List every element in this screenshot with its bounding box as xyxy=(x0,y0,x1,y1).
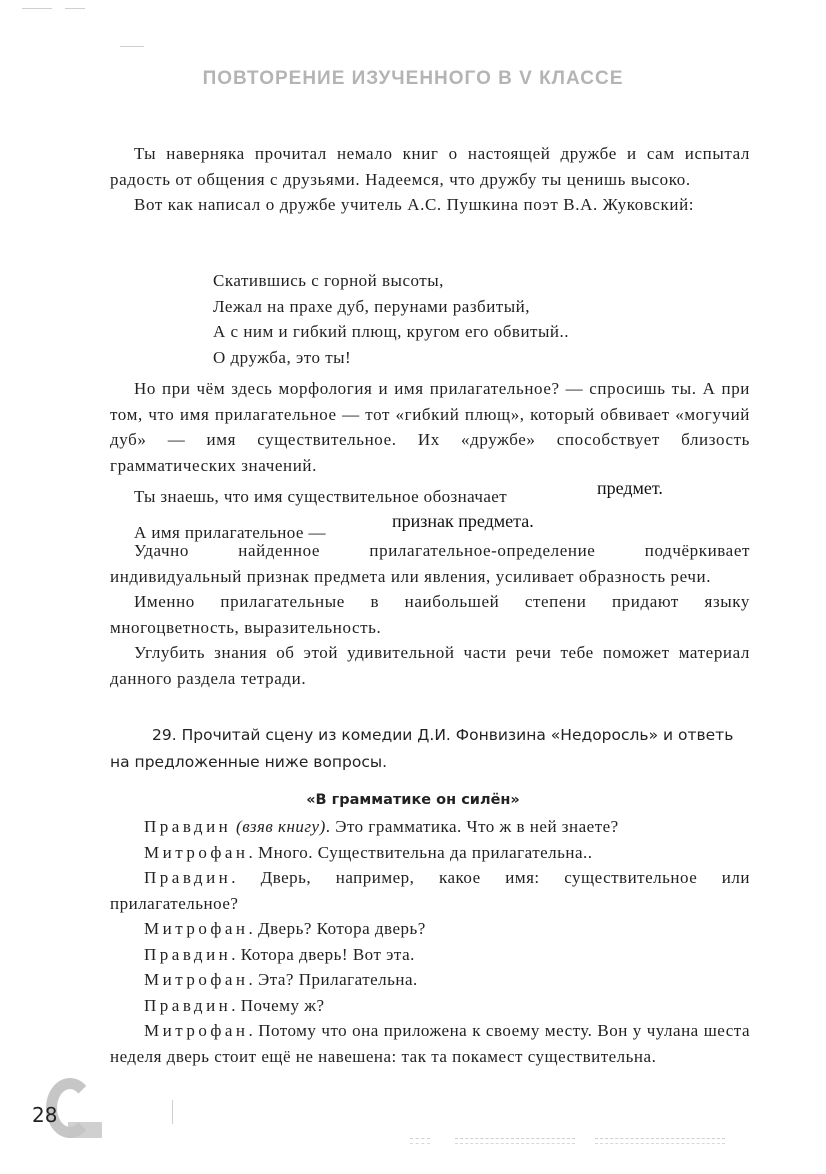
poem-line: А с ним и гибкий плющ, кругом его обвитый.. xyxy=(213,322,570,341)
fill-in-answer-adjective[interactable]: признак предмета. xyxy=(392,511,534,531)
speaker-name: Правдин xyxy=(144,944,232,964)
scan-speck xyxy=(22,8,52,9)
dialogue-text: . Потому что она приложена к своему месту. Вон у чулана шеста неделя дверь стоит ещё не навешена: так та покамест существительна. xyxy=(110,1021,750,1066)
dialogue-line xyxy=(110,942,750,968)
speaker-name: Митрофан xyxy=(144,842,249,862)
footer-dash-ornament xyxy=(455,1138,575,1144)
poem xyxy=(213,268,569,370)
speaker-name: Митрофан xyxy=(144,1021,249,1040)
poem-line: Скатившись с горной высоты, xyxy=(213,271,444,290)
scan-speck xyxy=(65,8,85,9)
scene-title: «В грамматике он силён» xyxy=(306,792,520,808)
dialogue xyxy=(110,814,750,1069)
dialogue-text: . Почему ж? xyxy=(231,995,325,1015)
intro-paragraph: Ты наверняка прочитал немало книг о настоящей дружбе и сам испытал радость от общения с друзьями. Надеемся, что дружбу ты ценишь высоко. xyxy=(110,144,750,189)
scan-speck xyxy=(172,1100,173,1124)
closing-paragraph: Удачно найденное прилагательное-определение подчёркивает индивидуальный признак предмета или явления, усиливает образность речи. xyxy=(110,541,750,586)
task-29 xyxy=(110,722,750,776)
speaker-name: Митрофан xyxy=(144,970,249,989)
dialogue-line xyxy=(110,916,750,942)
fill-in-answer-noun[interactable]: предмет. xyxy=(597,478,663,498)
dialogue-line xyxy=(110,840,750,866)
speaker-name: Правдин xyxy=(144,817,232,836)
decorative-bar xyxy=(68,1122,102,1138)
page-number: 28 xyxy=(32,1103,58,1127)
fill-in-prompt: А имя прилагательное — xyxy=(134,523,326,542)
footer-dash-ornament xyxy=(410,1138,430,1144)
running-head: ПОВТОРЕНИЕ ИЗУЧЕННОГО В V КЛАССЕ xyxy=(202,68,624,89)
intro-text xyxy=(110,141,750,218)
poem-line: О дружба, это ты! xyxy=(213,347,352,367)
intro-paragraph: Вот как написал о дружбе учитель А.С. Пушкина поэт В.А. Жуковский: xyxy=(134,195,695,214)
dialogue-text: . Котора дверь! Вот эта. xyxy=(231,944,415,964)
fill-in-prompt: Ты знаешь, что имя существительное обозначает xyxy=(134,487,508,506)
dialogue-line xyxy=(110,814,750,840)
task-text: Прочитай сцену из комедии Д.И. Фонвизина «Недоросль» и ответь на предложенные ниже вопросы. xyxy=(110,726,734,771)
scan-speck xyxy=(120,46,144,47)
speaker-name: Правдин xyxy=(144,995,232,1015)
dialogue-text: . Дверь, например, какое имя: существительное или прилагательное? xyxy=(110,868,750,913)
closing-paragraph: Углубить знания об этой удивительной части речи тебе поможет материал данного раздела тетради. xyxy=(110,643,750,688)
closing-paragraph: Именно прилагательные в наибольшей степени придают языку многоцветность, выразительность. xyxy=(110,592,750,637)
dialogue-line xyxy=(110,1018,750,1069)
dialogue-line xyxy=(110,865,750,916)
stage-direction: (взяв книгу) xyxy=(236,817,326,836)
dialogue-line xyxy=(110,967,750,993)
task-number: 29. xyxy=(152,726,177,744)
footer-dash-ornament xyxy=(595,1138,725,1144)
dialogue-text: . Дверь? Котора дверь? xyxy=(248,919,426,938)
speaker-name: Правдин xyxy=(144,868,232,887)
dialogue-text: . Эта? Прилагательна. xyxy=(248,970,418,989)
dialogue-text: . Это грамматика. Что ж в ней знаете? xyxy=(325,817,619,836)
poem-line: Лежал на прахе дуб, перунами разбитый, xyxy=(213,296,530,316)
morphology-paragraph: Но при чём здесь морфология и имя прилагательное? — спросишь ты. А при том, что имя прилагательное — тот «гибкий плющ», который обвивает «могучий дуб» — имя существительное. Их «дружбе» способствует близость грамматических значений. xyxy=(110,379,750,475)
speaker-name: Митрофан xyxy=(144,919,249,938)
closing-text xyxy=(110,538,750,691)
morphology-text xyxy=(110,376,750,478)
dialogue-line xyxy=(110,993,750,1019)
dialogue-text: . Много. Существительна да прилагательна.. xyxy=(248,842,593,862)
